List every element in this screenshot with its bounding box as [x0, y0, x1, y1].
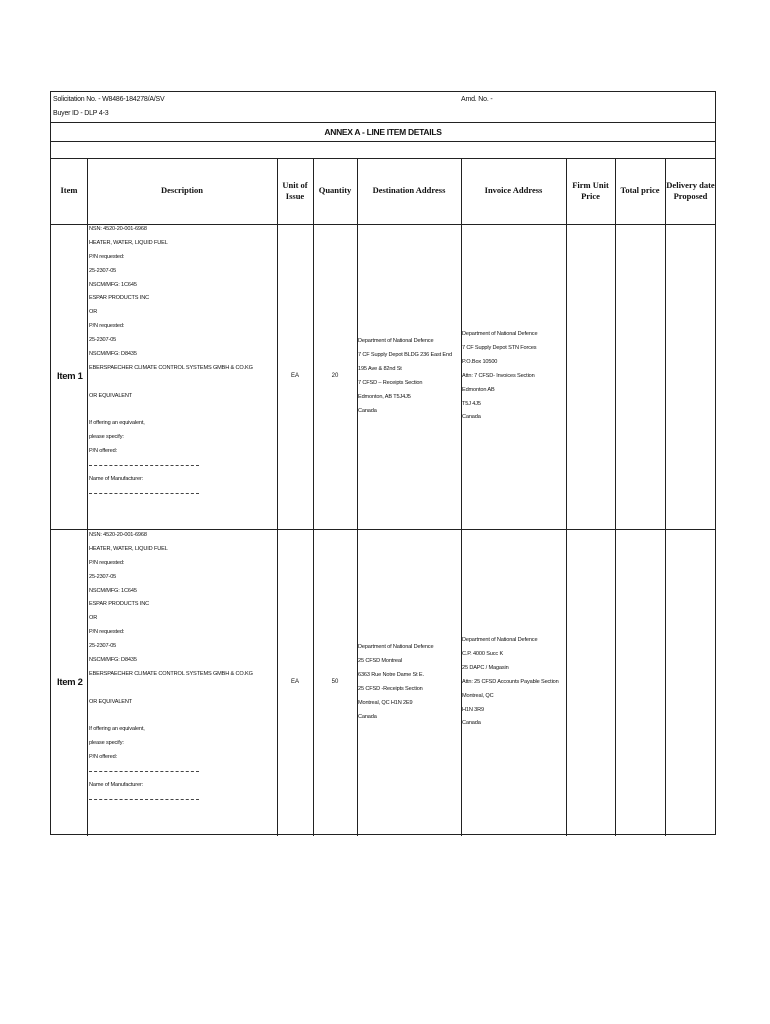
unit-of-issue-value: EA	[290, 679, 299, 685]
text-line: 7 CF Supply Depot BLDG 236 East End	[358, 351, 452, 358]
text-line: Canada	[462, 414, 481, 421]
text-line: OR	[89, 309, 98, 316]
text-line	[89, 376, 253, 390]
grid-line	[357, 158, 358, 836]
annex-sheet	[50, 91, 716, 835]
text-line: NSN: 4520-20-001-6968	[89, 532, 147, 538]
column-header-quantity: Quantity	[318, 185, 352, 196]
destination-address	[358, 335, 452, 418]
grid-line	[313, 158, 314, 836]
text-line: 25 CFSD -Receipts Section	[358, 685, 423, 692]
text-line: P/N requested:	[89, 253, 125, 260]
text-line: If offering an equivalent,	[89, 726, 145, 733]
quantity-value: 50	[331, 679, 339, 685]
text-line: Edmonton, AB T5J4J5	[358, 393, 411, 400]
amendment-number: Amd. No. -	[461, 96, 493, 103]
text-line: P/N requested:	[89, 629, 125, 636]
buyer-id: Buyer ID - DLP 4-3	[53, 110, 109, 117]
text-line: EBERSPAECHER CLIMATE CONTROL SYSTEMS GMBH & CO.KG	[89, 670, 253, 677]
text-line: NSCM/MFG: 1C645	[89, 281, 137, 288]
invoice-address	[462, 634, 559, 731]
text-line: ESPAR PRODUCTS INC	[89, 601, 149, 608]
underline-separator	[89, 765, 253, 779]
destination-address	[358, 641, 433, 724]
column-header-firm-unit-price: Firm Unit Price	[572, 179, 609, 201]
header-divider	[51, 122, 715, 123]
text-line: 7 CF Supply Depot STN Forces	[462, 344, 537, 351]
text-line: 7 CFSD – Receipts Section	[358, 379, 423, 386]
annex-title: ANNEX A - LINE ITEM DETAILS	[324, 127, 442, 137]
grid-line	[87, 158, 88, 836]
grid-line	[277, 158, 278, 836]
text-line: NSCM/MFG: D8435	[89, 657, 137, 664]
text-line	[89, 682, 253, 696]
text-line: OR	[89, 615, 98, 622]
text-line: Canada	[358, 407, 377, 414]
underline-separator	[89, 793, 253, 807]
text-line: P/N offered:	[89, 754, 117, 761]
text-line: 195 Ave & 82nd St	[358, 365, 402, 372]
text-line: H1N 3R9	[462, 706, 484, 713]
text-line: Department of National Defence	[462, 331, 538, 337]
text-line: NSCM/MFG: 1C645	[89, 587, 137, 594]
column-header-description: Description	[160, 185, 204, 196]
text-line: P/N offered:	[89, 448, 117, 455]
text-line: P/N requested:	[89, 323, 125, 330]
text-line: please specify:	[89, 434, 124, 441]
text-line: 25-2307-05	[89, 643, 117, 650]
grid-line	[461, 158, 462, 836]
column-header-item: Item	[60, 185, 78, 196]
text-line: Name of Manufacturer:	[89, 476, 144, 483]
text-line: ESPAR PRODUCTS INC	[89, 295, 149, 302]
text-line: T5J 4J5	[462, 400, 481, 407]
text-line: 25-2307-05	[89, 573, 117, 580]
text-line: 25 CFSD Montreal	[358, 657, 402, 664]
column-header-unit-of-issue: Unit of Issue	[282, 179, 308, 201]
text-line	[89, 404, 253, 418]
text-line: NSCM/MFG: D8435	[89, 351, 137, 358]
text-line: Canada	[462, 720, 481, 727]
invoice-address	[462, 328, 537, 425]
text-line: please specify:	[89, 740, 124, 747]
item-label: Item 2	[57, 677, 83, 688]
item-label: Item 1	[57, 371, 83, 382]
column-header-invoice: Invoice Address	[484, 185, 543, 196]
text-line: 25-2307-05	[89, 337, 117, 344]
text-line	[89, 710, 253, 724]
text-line: OR EQUIVALENT	[89, 392, 133, 399]
text-line: Montreal, QC	[462, 692, 494, 699]
text-line: 25-2307-05	[89, 267, 117, 274]
text-line: Edmonton AB	[462, 386, 495, 393]
title-divider	[51, 141, 715, 142]
text-line: HEATER, WATER, LIQUID FUEL	[89, 239, 168, 246]
text-line: C.P. 4000 Succ K	[462, 650, 504, 657]
item-description	[89, 529, 253, 807]
column-header-destination: Destination Address	[372, 185, 446, 196]
grid-line	[615, 158, 616, 836]
text-line: Attn: 25 CFSD Accounts Payable Section	[462, 678, 559, 685]
grid-line	[665, 158, 666, 836]
text-line: NSN: 4520-20-001-6968	[89, 226, 147, 232]
text-line: OR EQUIVALENT	[89, 698, 133, 705]
text-line: Department of National Defence	[462, 637, 538, 643]
underline-separator	[89, 487, 253, 501]
text-line: 25 DAPC / Magasin	[462, 664, 509, 671]
unit-of-issue-value: EA	[290, 373, 299, 379]
grid-line	[566, 158, 567, 836]
text-line: Department of National Defence	[358, 338, 434, 344]
text-line: P.O.Box 10500	[462, 358, 498, 365]
text-line: Name of Manufacturer:	[89, 782, 144, 789]
text-line: Montreal, QC H1N 2E9	[358, 699, 413, 706]
text-line: If offering an equivalent,	[89, 420, 145, 427]
text-line: P/N requested:	[89, 559, 125, 566]
text-line: HEATER, WATER, LIQUID FUEL	[89, 545, 168, 552]
column-header-delivery-date: Delivery date Proposed	[666, 179, 715, 201]
text-line: 6363 Rue Notre Dame St E.	[358, 671, 424, 678]
text-line: EBERSPAECHER CLIMATE CONTROL SYSTEMS GMBH & CO.KG	[89, 364, 253, 371]
item-description	[89, 223, 253, 501]
text-line: Department of National Defence	[358, 644, 434, 650]
quantity-value: 20	[331, 373, 339, 379]
text-line: Attn: 7 CFSD- Invoices Section	[462, 372, 535, 379]
solicitation-number: Solicitation No. - W8486-184278/A/SV	[53, 96, 165, 103]
text-line: Canada	[358, 713, 377, 720]
column-header-total-price: Total price	[620, 185, 660, 196]
underline-separator	[89, 459, 253, 473]
